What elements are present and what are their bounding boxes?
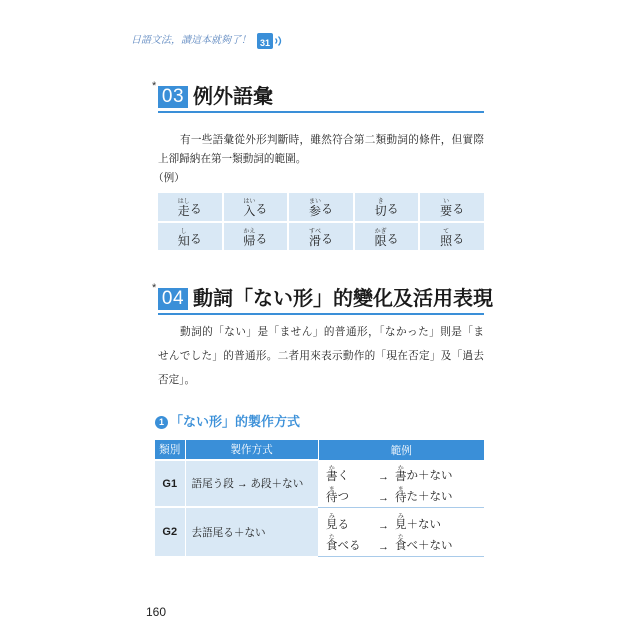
- kanji-base: 入: [243, 204, 256, 219]
- okurigana: る: [189, 202, 202, 217]
- okurigana: つ: [337, 491, 349, 504]
- dictionary-form: [326, 535, 378, 553]
- section-03-paragraph: [158, 131, 484, 169]
- paragraph-line: 動詞的「ない」是「ません」的普通形，「なかった」則是「ま: [180, 326, 484, 338]
- furigana-reading: た: [326, 535, 338, 541]
- arrow-icon: →: [378, 471, 389, 484]
- dictionary-form: [326, 514, 378, 532]
- example-cell: [158, 193, 222, 221]
- conjugation-example: [326, 511, 484, 532]
- header-examples: 範例: [318, 440, 484, 460]
- group-cell: G2: [155, 507, 185, 556]
- kanji-base: 参: [308, 204, 321, 219]
- header-group: 類別: [155, 440, 185, 460]
- okurigana: く: [337, 470, 349, 483]
- conjugation-example: [326, 462, 484, 483]
- section-title: 例外語彙: [193, 86, 273, 108]
- furigana-word: [440, 229, 464, 247]
- okurigana: る: [320, 231, 333, 246]
- section-underline: [158, 111, 484, 113]
- furigana-reading: み: [326, 514, 338, 520]
- furigana-reading: かえ: [243, 228, 256, 235]
- example-cell: [355, 223, 419, 251]
- paragraph-line: 否定」。: [158, 374, 196, 386]
- page-number: 160: [146, 605, 167, 619]
- group-cell: G1: [155, 460, 185, 507]
- audio-track-badge: 31: [257, 33, 273, 49]
- furigana-reading: い: [440, 199, 453, 206]
- method-cell: 語尾う段 → あ段＋ない: [185, 460, 318, 507]
- okurigana: べる: [337, 539, 361, 552]
- furigana-word: [309, 199, 333, 217]
- example-cell: [355, 193, 419, 221]
- dictionary-form: [326, 487, 378, 505]
- furigana-reading: はし: [177, 199, 190, 206]
- furigana-word: [326, 535, 361, 553]
- ruby-group: [395, 487, 407, 505]
- ruby-group: [395, 466, 407, 484]
- ruby-group: [178, 229, 190, 247]
- kanji-base: 限: [374, 233, 387, 248]
- ruby-group: [309, 229, 321, 247]
- subsection-heading: [155, 414, 300, 430]
- furigana-word: [326, 487, 349, 505]
- furigana-reading: み: [395, 514, 407, 520]
- paragraph-line: 上卻歸納在第一類動詞的範圍。: [158, 153, 307, 165]
- furigana-reading: か: [395, 465, 407, 472]
- ruby-group: [395, 535, 407, 553]
- furigana-word: [375, 199, 399, 217]
- okurigana: る: [255, 231, 268, 246]
- furigana-word: [440, 199, 464, 217]
- okurigana: る: [452, 202, 465, 217]
- ruby-group: [440, 199, 452, 217]
- running-head: [131, 32, 284, 49]
- furigana-reading: か: [326, 465, 338, 472]
- furigana-reading: まい: [308, 199, 321, 206]
- arrow-icon: →: [378, 492, 389, 505]
- furigana-word: [375, 229, 399, 247]
- example-cell: [420, 193, 484, 221]
- ruby-group: [395, 514, 407, 532]
- furigana-reading: し: [177, 228, 190, 235]
- section-title: 動詞「ない形」的變化及活用表現: [193, 288, 493, 310]
- furigana-reading: き: [374, 199, 387, 206]
- paragraph-line: 有一些語彙從外形判斷時，雖然符合第二類動詞的條件，但實際: [180, 134, 484, 146]
- kanji-base: 待: [395, 491, 407, 504]
- conjugation-example: [326, 483, 484, 504]
- okurigana: か＋ない: [406, 470, 453, 483]
- okurigana: た＋ない: [406, 491, 453, 504]
- nai-form-table: [155, 440, 484, 557]
- okurigana: る: [452, 231, 465, 246]
- okurigana: る: [337, 518, 349, 531]
- table-header-row: [155, 440, 484, 460]
- furigana-word: [395, 535, 453, 553]
- kanji-base: 帰: [243, 233, 256, 248]
- nai-form: [395, 535, 484, 553]
- furigana-word: [243, 199, 267, 217]
- nai-form: [395, 514, 484, 532]
- okurigana: る: [189, 231, 202, 246]
- section-03-heading: [152, 80, 484, 116]
- example-cell: [224, 193, 288, 221]
- nai-form: [395, 487, 484, 505]
- ruby-group: [243, 199, 255, 217]
- nai-form: [395, 466, 484, 484]
- kanji-base: 待: [326, 491, 338, 504]
- kanji-base: 見: [326, 519, 338, 531]
- okurigana: る: [386, 231, 399, 246]
- section-number: 03: [158, 86, 188, 108]
- kanji-base: 書: [326, 470, 338, 483]
- ruby-group: [309, 199, 321, 217]
- kanji-base: 滑: [308, 233, 321, 248]
- furigana-reading: ま: [395, 486, 407, 493]
- conjugation-example: [326, 532, 484, 553]
- subsection-title: 「ない形」的製作方式: [170, 414, 301, 429]
- exception-verbs-grid: [158, 193, 484, 250]
- furigana-reading: かぎ: [374, 228, 387, 235]
- kanji-base: 切: [374, 204, 387, 219]
- okurigana: る: [386, 202, 399, 217]
- furigana-word: [326, 466, 349, 484]
- example-cell: [158, 223, 222, 251]
- ruby-group: [326, 487, 338, 505]
- furigana-reading: た: [395, 535, 407, 541]
- table-row: [155, 507, 484, 556]
- examples-cell: [318, 507, 484, 556]
- example-label: （例）: [153, 172, 185, 184]
- arrow-icon: →: [378, 540, 389, 553]
- furigana-word: [326, 514, 349, 532]
- kanji-base: 書: [395, 470, 407, 483]
- furigana-reading: はい: [243, 199, 256, 206]
- ruby-group: [178, 199, 190, 217]
- arrow-icon: →: [378, 519, 389, 532]
- kanji-base: 走: [177, 204, 190, 219]
- furigana-word: [395, 514, 441, 532]
- method-cell: 去語尾る＋ない: [185, 507, 318, 556]
- audio-wave-icon: [274, 33, 284, 49]
- section-marker: *: [152, 80, 157, 92]
- ruby-group: [440, 229, 452, 247]
- example-cell: [289, 223, 353, 251]
- okurigana: る: [320, 202, 333, 217]
- furigana-reading: すべ: [308, 228, 321, 235]
- section-marker: *: [152, 282, 157, 294]
- ruby-group: [326, 514, 338, 532]
- furigana-reading: ま: [326, 486, 338, 493]
- kanji-base: 知: [177, 233, 190, 248]
- furigana-word: [178, 229, 202, 247]
- ruby-group: [375, 199, 387, 217]
- example-cell: [224, 223, 288, 251]
- ruby-group: [375, 229, 387, 247]
- kanji-base: 食: [326, 540, 338, 552]
- furigana-word: [395, 466, 453, 484]
- example-cell: [420, 223, 484, 251]
- kanji-base: 要: [440, 204, 453, 219]
- table-row: [155, 460, 484, 507]
- section-underline: [158, 313, 484, 315]
- kanji-base: 食: [395, 540, 407, 552]
- ruby-group: [326, 535, 338, 553]
- section-number: 04: [158, 288, 188, 310]
- furigana-reading: て: [440, 228, 453, 235]
- okurigana: る: [255, 202, 268, 217]
- furigana-word: [309, 229, 333, 247]
- ruby-group: [326, 466, 338, 484]
- dictionary-form: [326, 466, 378, 484]
- ruby-group: [243, 229, 255, 247]
- examples-cell: [318, 460, 484, 507]
- section-04-heading: [152, 282, 493, 318]
- book-title: 日語文法，讀這本就夠了！: [131, 35, 251, 46]
- paragraph-line: せんでした」的普通形。二者用來表示動作的「現在否定」及「過去: [158, 350, 484, 362]
- kanji-base: 見: [395, 519, 407, 531]
- okurigana: べ＋ない: [406, 539, 453, 552]
- okurigana: ＋ない: [406, 518, 441, 531]
- numbered-circle-icon: 1: [155, 416, 168, 429]
- example-cell: [289, 193, 353, 221]
- table-body: [155, 460, 484, 556]
- kanji-base: 照: [440, 233, 453, 248]
- furigana-word: [243, 229, 267, 247]
- furigana-word: [395, 487, 453, 505]
- header-method: 製作方式: [185, 440, 318, 460]
- section-04-paragraph: [158, 320, 484, 392]
- furigana-word: [178, 199, 202, 217]
